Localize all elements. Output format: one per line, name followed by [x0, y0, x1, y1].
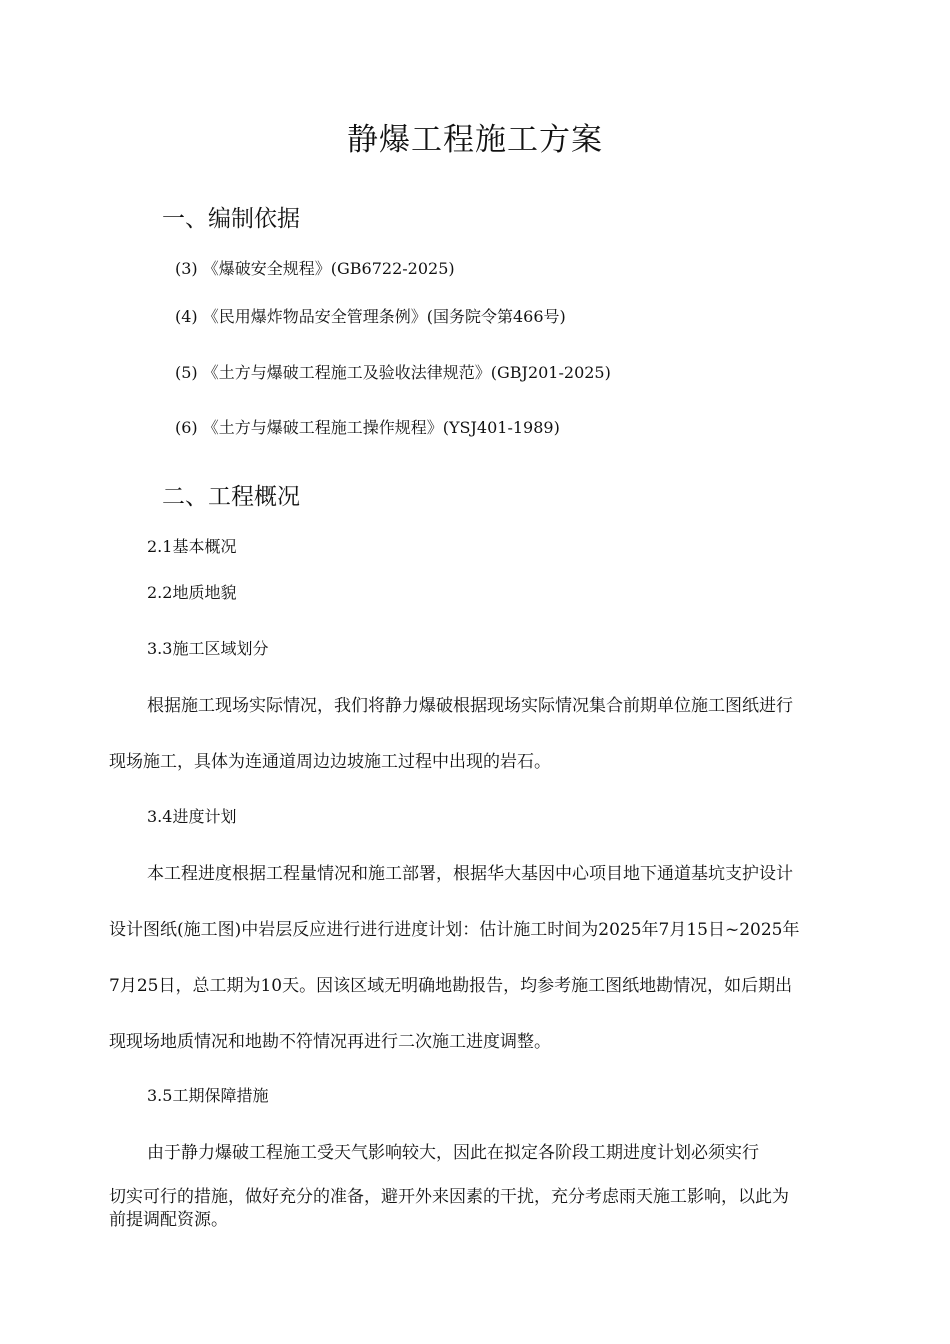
paragraph-line: 7月25日，总工期为10天。因该区域无明确地勘报告，均参考施工图纸地勘情况，如后期出	[109, 976, 793, 996]
section-heading-overview: 二、工程概况	[162, 484, 300, 510]
paragraph-line: 现现场地质情况和地勘不符情况再进行二次施工进度调整。	[109, 1032, 551, 1052]
reference-item: (6) 《土方与爆破工程施工操作规程》(YSJ401-1989)	[175, 418, 560, 437]
subheading-basic-overview: 2.1基本概况	[147, 537, 237, 556]
reference-item: (4) 《民用爆炸物品安全管理条例》(国务院令第466号)	[175, 307, 566, 326]
paragraph-line: 前提调配资源。	[109, 1210, 228, 1230]
paragraph-line: 现场施工，具体为连通道周边边坡施工过程中出现的岩石。	[109, 752, 551, 772]
subheading-area-division: 3.3施工区域划分	[147, 639, 269, 658]
paragraph-line: 切实可行的措施，做好充分的准备，避开外来因素的干扰，充分考虑雨天施工影响，以此为	[109, 1187, 789, 1207]
paragraph-line: 根据施工现场实际情况，我们将静力爆破根据现场实际情况集合前期单位施工图纸进行	[147, 696, 793, 716]
reference-item: (5) 《土方与爆破工程施工及验收法律规范》(GBJ201-2025)	[175, 363, 611, 382]
paragraph-line: 本工程进度根据工程量情况和施工部署，根据华大基因中心项目地下通道基坑支护设计	[147, 864, 793, 884]
section-heading-basis: 一、编制依据	[162, 206, 300, 232]
subheading-geology: 2.2地质地貌	[147, 583, 237, 602]
paragraph-line: 设计图纸(施工图)中岩层反应进行进行进度计划：估计施工时间为2025年7月15日~2025年	[109, 920, 800, 940]
subheading-schedule: 3.4进度计划	[147, 807, 237, 826]
reference-item: (3) 《爆破安全规程》(GB6722-2025)	[175, 259, 455, 278]
document-title: 静爆工程施工方案	[347, 122, 603, 158]
paragraph-line: 由于静力爆破工程施工受天气影响较大，因此在拟定各阶段工期进度计划必须实行	[147, 1143, 759, 1163]
subheading-schedule-measures: 3.5工期保障措施	[147, 1086, 269, 1105]
